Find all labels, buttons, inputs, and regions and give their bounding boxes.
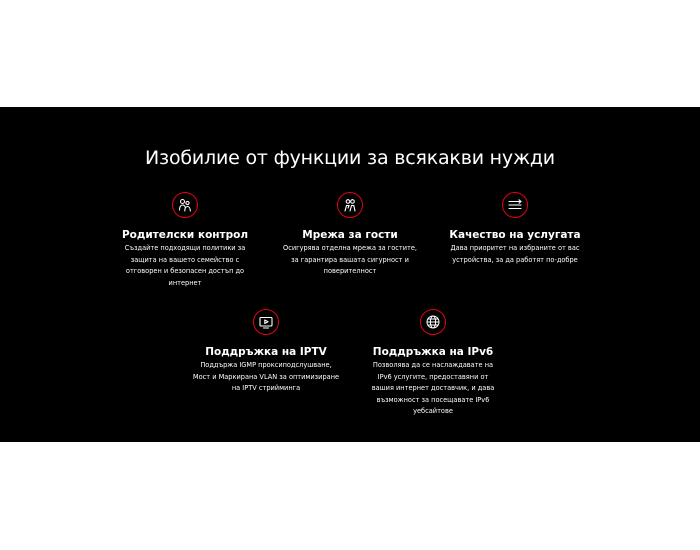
feature-description: Създайте подходящи политики за защита на вашето семейство с отговорен и безопасен достъп до интернет (124, 244, 246, 287)
feature-description: Дава приоритет на избраните от вас устройства, за да работят по-добре (450, 244, 580, 264)
feature-qos (440, 192, 590, 266)
section-title: Изобилие от функции за всякакви нужди (145, 147, 555, 169)
feature-title: Поддръжка на IPTV (205, 346, 327, 358)
feature-title: Родителски контрол (121, 229, 249, 241)
tv-icon (253, 309, 279, 335)
globe-icon (420, 309, 446, 335)
feature-description: Поддържа IGMP проксиподслушване, Мост и Маркирана VLAN за оптимизиране на IPTV стрийминга (192, 361, 340, 392)
feature-guest-network (275, 192, 425, 278)
family-icon (172, 192, 198, 218)
feature-description: Осигурява отделна мрежа за гостите, за гарантира вашата сигурност и поверителност (283, 244, 417, 275)
feature-iptv (190, 309, 342, 395)
feature-ipv6 (360, 309, 506, 418)
feature-description: Позволява да се наслаждавате на IPv6 услугите, предоставяни от вашия интернет доставчик, и дава възможност за посещавате IPv6 уебсайтове (371, 361, 495, 415)
feature-title: Мрежа за гости (302, 229, 398, 241)
guests-icon (337, 192, 363, 218)
feature-parental-control (115, 192, 255, 289)
features-section (0, 107, 700, 442)
feature-title: Поддръжка на IPv6 (372, 346, 494, 358)
feature-title: Качество на услугата (449, 229, 581, 241)
priority-lines-icon (502, 192, 528, 218)
